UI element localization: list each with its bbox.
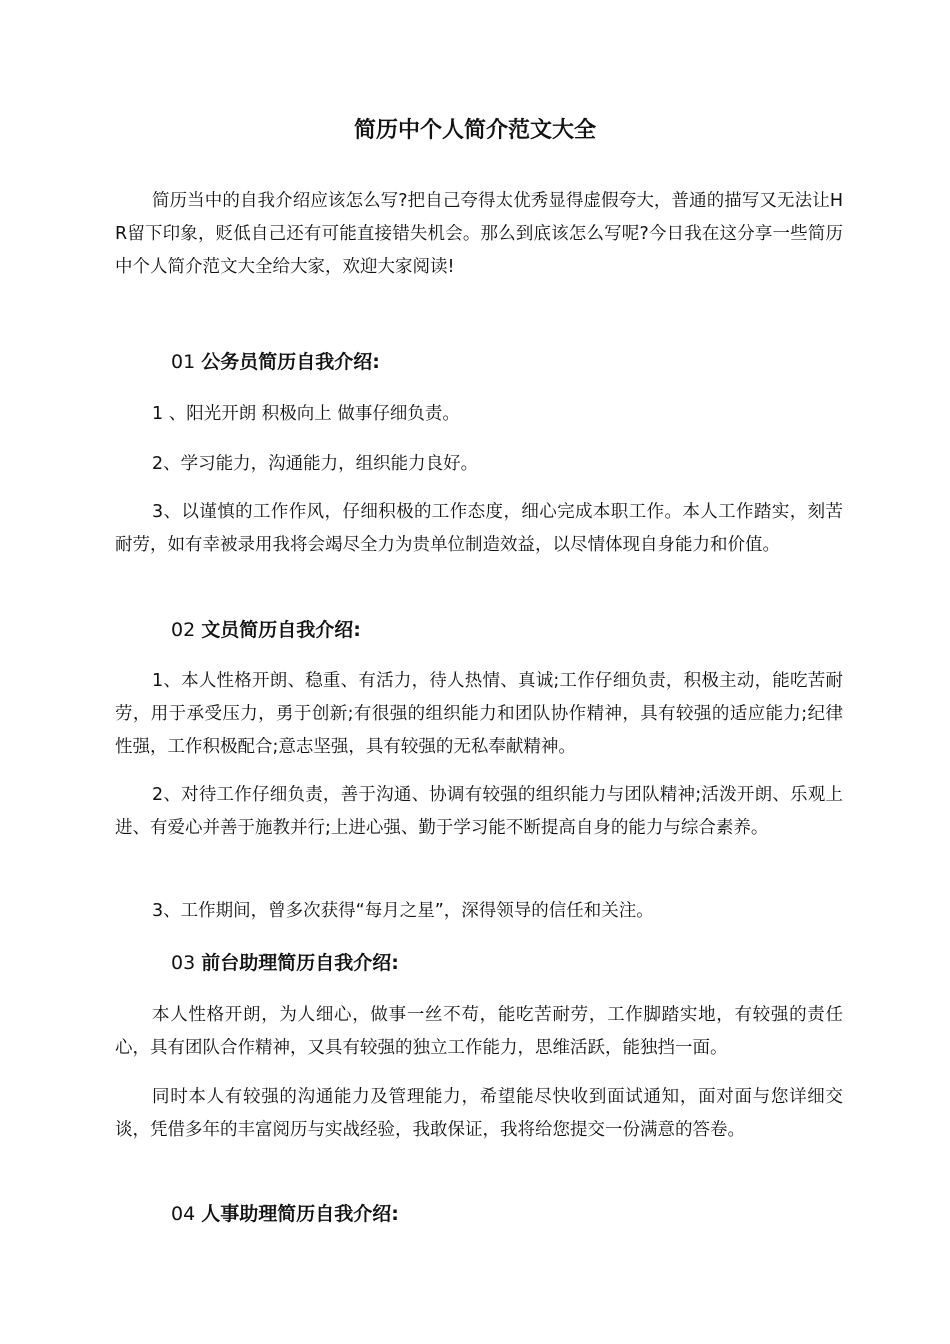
section-02-paragraph-2: 2、对待工作仔细负责，善于沟通、协调有较强的组织能力与团队精神;活泼开朗、乐观上进、有爱心并善于施教并行;上进心强、勤于学习能不断提高自身的能力与综合素养。	[115, 785, 843, 838]
section-number: 04	[171, 1203, 196, 1225]
section-heading-02	[171, 614, 361, 646]
section-01-paragraph-1: 1 、阳光开朗 积极向上 做事仔细负责。	[152, 404, 460, 424]
section-03-paragraph-2: 同时本人有较强的沟通能力及管理能力，希望能尽快收到面试通知，面对面与您详细交谈，凭借多年的丰富阅历与实战经验，我敢保证，我将给您提交一份满意的答卷。	[115, 1087, 843, 1140]
section-title: 人事助理简历自我介绍:	[201, 1203, 399, 1225]
section-title: 公务员简历自我介绍:	[201, 351, 380, 373]
section-number: 01	[171, 351, 196, 373]
section-number: 03	[171, 952, 196, 974]
section-03-paragraph-1: 本人性格开朗，为人细心，做事一丝不苟，能吃苦耐劳，工作脚踏实地，有较强的责任心，具有团队合作精神，又具有较强的独立工作能力，思维活跃，能独挡一面。	[115, 1005, 843, 1058]
section-02-paragraph-1: 1、本人性格开朗、稳重、有活力，待人热情、真诚;工作仔细负责，积极主动，能吃苦耐劳，用于承受压力，勇于创新;有很强的组织能力和团队协作精神，具有较强的适应能力;纪律性强，工作积极配合;意志坚强，具有较强的无私奉献精神。	[115, 671, 843, 757]
intro-paragraph: 简历当中的自我介绍应该怎么写?把自己夸得太优秀显得虚假夸大，普通的描写又无法让HR留下印象，贬低自己还有可能直接错失机会。那么到底该怎么写呢?今日我在这分享一些简历中个人简介范文大全给大家，欢迎大家阅读!	[115, 191, 843, 277]
section-01-paragraph-3: 3、以谨慎的工作作风，仔细积极的工作态度，细心完成本职工作。本人工作踏实，刻苦耐劳，如有幸被录用我将会竭尽全力为贵单位制造效益，以尽情体现自身能力和价值。	[115, 502, 843, 555]
section-01-paragraph-2: 2、学习能力，沟通能力，组织能力良好。	[152, 454, 479, 474]
section-heading-04	[171, 1198, 399, 1230]
section-02-paragraph-3: 3、工作期间，曾多次获得“每月之星”，深得领导的信任和关注。	[152, 901, 654, 921]
section-number: 02	[171, 619, 196, 641]
document-title: 简历中个人简介范文大全	[353, 118, 596, 143]
section-title: 前台助理简历自我介绍:	[201, 952, 399, 974]
section-heading-01	[171, 346, 380, 378]
section-heading-03	[171, 947, 399, 979]
section-title: 文员简历自我介绍:	[201, 619, 361, 641]
